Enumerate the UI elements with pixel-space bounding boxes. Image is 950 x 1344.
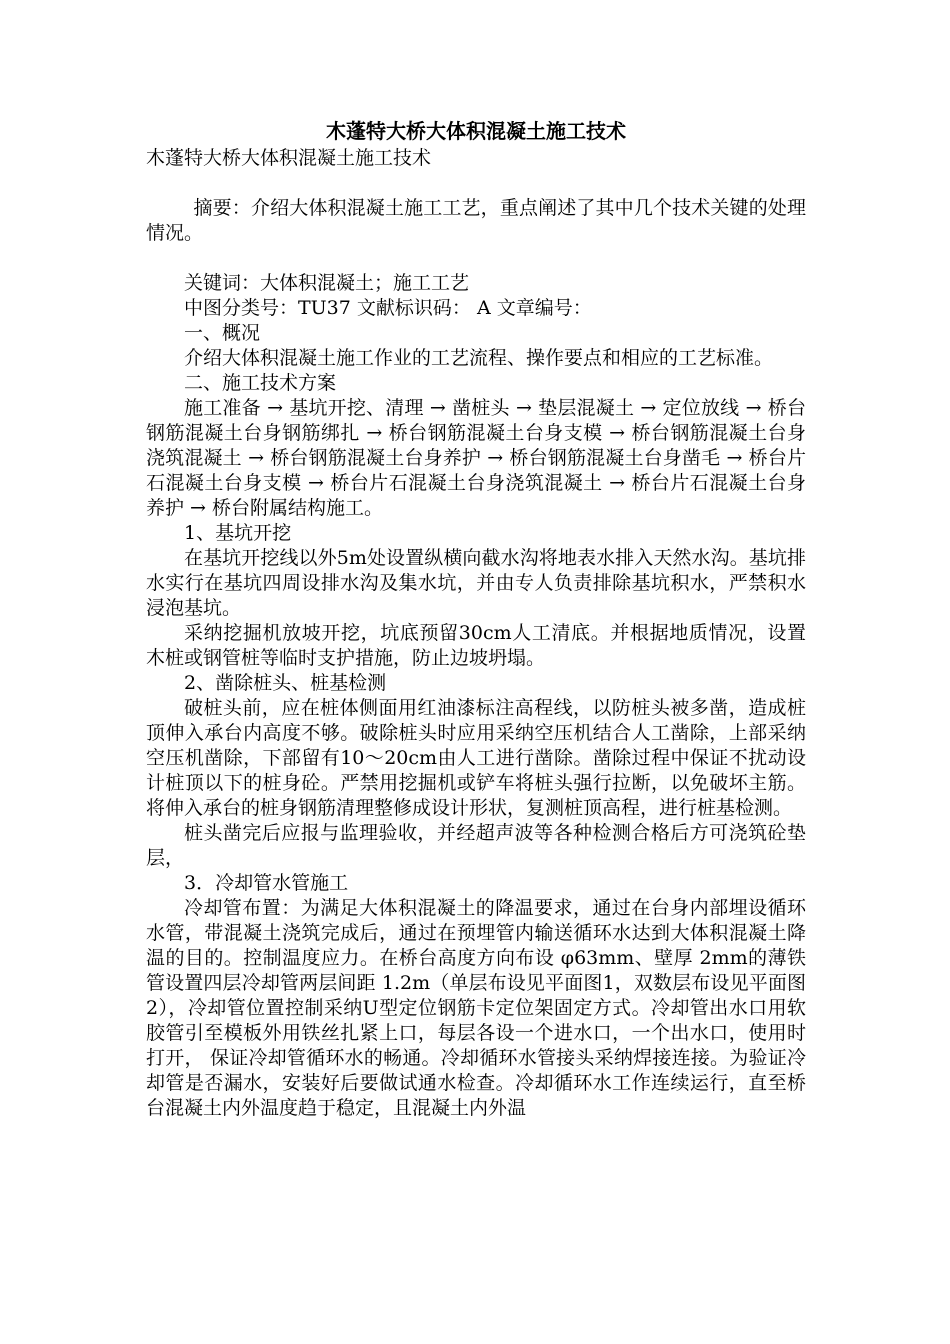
- paragraph: 采纳挖掘机放坡开挖，坑底预留30cm人工清底。并根据地质情况，设置木桩或钢管桩等临时支护措施，防止边坡坍塌。: [146, 622, 806, 669]
- section-heading-plan: 二、施工技术方案: [184, 372, 337, 394]
- subsection-heading-cooling: 3．冷却管水管施工: [184, 872, 349, 894]
- subsection-heading-pile: 2、凿除桩头、桩基检测: [184, 672, 387, 694]
- paragraph: 桩头凿完后应报与监理验收，并经超声波等各种检测合格后方可浇筑砼垫层，: [146, 822, 806, 869]
- section-heading-overview: 一、概况: [184, 322, 261, 344]
- spacer: [146, 171, 806, 196]
- paragraph: 在基坑开挖线以外5m处设置纵横向截水沟将地表水排入天然水沟。基坑排水实行在基坑四周设排水沟及集水坑，并由专人负责排除基坑积水，严禁积水浸泡基坑。: [146, 547, 806, 619]
- process-flow: 施工准备 → 基坑开挖、清理 → 凿桩头 → 垫层混凝土 → 定位放线 → 桥台钢筋混凝土台身钢筋绑扎 → 桥台钢筋混凝土台身支模 → 桥台钢筋混凝土台身浇筑混凝土 → 桥台钢筋混凝土台身养护 → 桥台钢筋混凝土台身凿毛 → 桥台片石混凝土台身支模 → 桥台片石混凝土台身浇筑混凝土 → 桥台片石混凝土台身养护 → 桥台附属结构施工。: [146, 397, 806, 519]
- document-subtitle: 木蓬特大桥大体积混凝土施工技术: [146, 147, 432, 169]
- paragraph: 冷却管布置：为满足大体积混凝土的降温要求，通过在台身内部埋设循环水管，带混凝土浇筑完成后，通过在预埋管内输送循环水达到大体积混凝土降温的目的。控制温度应力。在桥台高度方向布设 φ63mm、壁厚 2mm的薄铁管设置四层冷却管两层间距 1.2m（单层布设见平面图1，双数层布设见平面图2），冷却管位置控制采纳U型定位钢筋卡定位架固定方式。冷却管出水口用软胶管引至模板外用铁丝扎紧上口，每层各设一个进水口，一个出水口，使用时打开， 保证冷却管循环水的畅通。冷却循环水管接头采纳焊接连接。为验证冷却管是否漏水，安装好后要做试通水检查。冷却循环水工作连续运行，直至桥台混凝土内外温度趋于稳定，且混凝土内外温: [146, 897, 806, 1119]
- abstract: 摘要：介绍大体积混凝土施工工艺，重点阐述了其中几个技术关键的处理情况。: [146, 197, 806, 244]
- paragraph: 破桩头前，应在桩体侧面用红油漆标注高程线，以防桩头被多凿，造成桩顶伸入承台内高度不够。破除桩头时应用采纳空压机结合人工凿除，上部采纳空压机凿除，下部留有10～20cm由人工进行凿除。凿除过程中保证不扰动设计桩顶以下的桩身砼。严禁用挖掘机或铲车将桩头强行拉断，以免破坏主筋。将伸入承台的桩身钢筋清理整修成设计形状，复测桩顶高程，进行桩基检测。: [146, 697, 806, 819]
- paragraph: 介绍大体积混凝土施工作业的工艺流程、操作要点和相应的工艺标准。: [184, 347, 774, 369]
- document-page: [146, 118, 806, 1121]
- subsection-heading-excavation: 1、基坑开挖: [184, 522, 292, 544]
- classification: 中图分类号：TU37 文献标识码： A 文章编号：: [184, 297, 592, 319]
- document-title: 木蓬特大桥大体积混凝土施工技术: [326, 119, 626, 143]
- keywords: 关键词：大体积混凝土；施工工艺: [184, 272, 470, 294]
- spacer: [146, 246, 806, 271]
